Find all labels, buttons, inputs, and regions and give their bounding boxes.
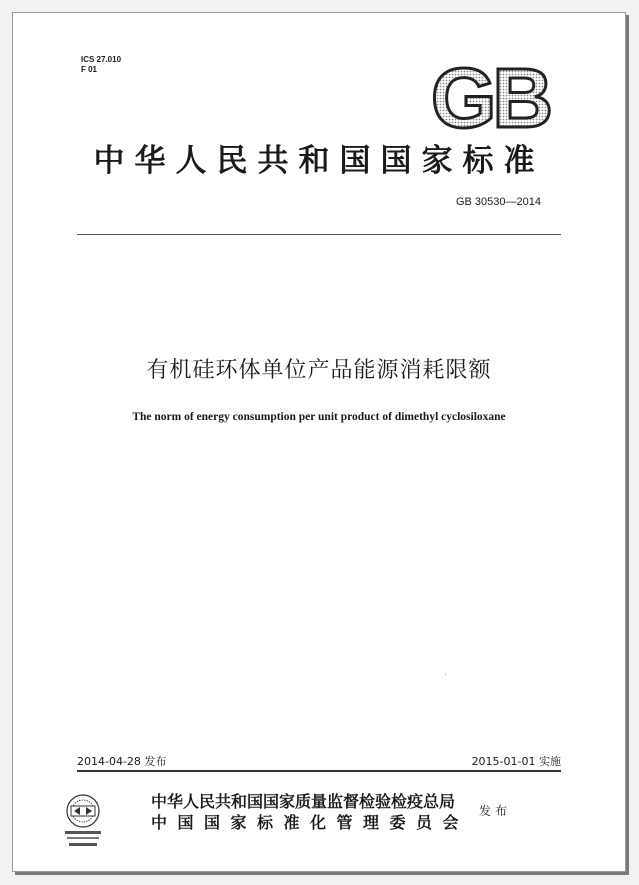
bottom-divider [77, 770, 561, 772]
scan-speck [445, 673, 446, 676]
issuing-authorities [151, 791, 469, 833]
classification-block [81, 55, 121, 75]
gb-logo-text: GB [431, 51, 549, 141]
document-title-cn: 有机硅环体单位产品能源消耗限额 [146, 358, 492, 383]
gb-logo [421, 49, 559, 141]
anti-counterfeit-seal-icon [59, 791, 107, 851]
issuer-sac: 中国国家标准化管理委员会 [151, 813, 470, 832]
ccs-code: F 01 [81, 65, 98, 74]
standard-title: 中华人民共和国国家标准 [93, 143, 545, 179]
document-page [12, 12, 626, 872]
issue-label: 发布 [479, 804, 512, 818]
top-divider [77, 234, 561, 235]
document-title-en: The norm of energy consumption per unit product of dimethyl cyclosiloxane [132, 411, 506, 423]
standard-code: GB 30530—2014 [455, 196, 541, 208]
ics-code: ICS 27.010 [81, 55, 122, 64]
issuer-aqsiq: 中华人民共和国国家质量监督检验检疫总局 [151, 792, 456, 811]
publish-date: 2014-04-28 发布 [77, 755, 167, 768]
effective-date: 2015-01-01 实施 [471, 755, 561, 768]
